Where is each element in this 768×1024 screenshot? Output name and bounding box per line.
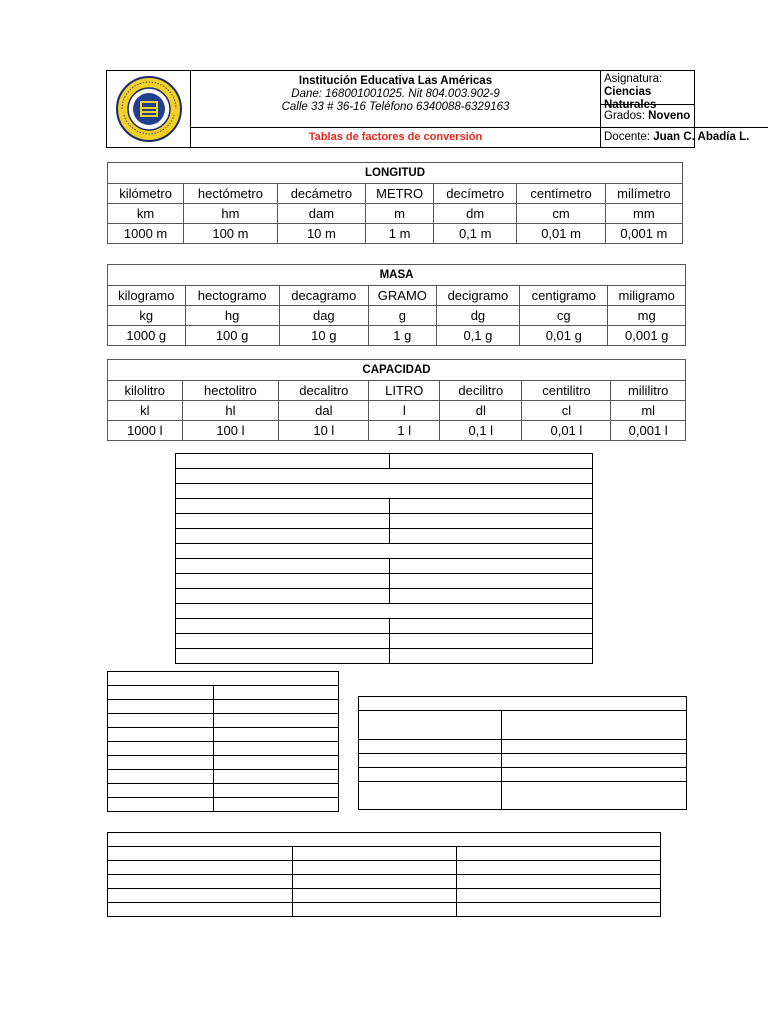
capacidad-table [107, 359, 686, 441]
unit-name: hectolitro [182, 381, 279, 401]
table-cell[interactable] [457, 847, 661, 861]
table-row [108, 421, 686, 441]
table-cell[interactable] [108, 784, 214, 798]
table-cell[interactable] [359, 711, 502, 740]
table-cell[interactable] [176, 589, 390, 604]
unit-name: GRAMO [368, 286, 436, 306]
unit-value: 0,1 m [434, 224, 517, 244]
table-row [359, 782, 687, 810]
table-row [108, 770, 339, 784]
unit-value: 10 m [277, 224, 365, 244]
table-cell[interactable] [390, 514, 593, 529]
table-row [108, 672, 339, 686]
table-cell[interactable] [176, 514, 390, 529]
unit-symbol: hg [185, 306, 279, 326]
table-cell[interactable] [214, 714, 339, 728]
table-cell[interactable] [390, 589, 593, 604]
table-cell[interactable] [176, 484, 593, 499]
table-cell[interactable] [293, 889, 457, 903]
table-row [176, 559, 593, 574]
unit-name: miligramo [608, 286, 686, 306]
asignatura-block [601, 71, 698, 111]
table-cell[interactable] [502, 782, 687, 810]
table-cell[interactable] [390, 574, 593, 589]
unit-name: LITRO [369, 381, 440, 401]
unit-name: milímetro [605, 184, 682, 204]
table-row [359, 768, 687, 782]
table-cell[interactable] [390, 454, 593, 469]
table-row [359, 697, 687, 711]
table-cell[interactable] [390, 499, 593, 514]
table-row [108, 875, 661, 889]
table-row [176, 544, 593, 559]
table-cell[interactable] [359, 697, 687, 711]
table-cell[interactable] [457, 861, 661, 875]
blank-table-3 [358, 696, 687, 810]
unit-value: 10 g [279, 326, 368, 346]
longitud-table [107, 162, 683, 244]
unit-symbol: dam [277, 204, 365, 224]
table-row [108, 798, 339, 812]
table-row [108, 728, 339, 742]
unit-name: decilitro [440, 381, 522, 401]
blank-table-2 [107, 671, 339, 812]
unit-name: decámetro [277, 184, 365, 204]
table-cell[interactable] [214, 728, 339, 742]
table-cell[interactable] [108, 686, 214, 700]
table-cell[interactable] [390, 559, 593, 574]
table-cell[interactable] [457, 889, 661, 903]
unit-name: hectogramo [185, 286, 279, 306]
unit-value: 0,001 m [605, 224, 682, 244]
unit-symbol: cg [520, 306, 608, 326]
table-row [108, 224, 683, 244]
table-row [176, 469, 593, 484]
table-cell[interactable] [176, 559, 390, 574]
table-cell[interactable] [108, 903, 293, 917]
table-row [108, 889, 661, 903]
table-row [176, 604, 593, 619]
table-cell[interactable] [502, 711, 687, 740]
institution-block [191, 71, 601, 127]
table-cell[interactable] [176, 544, 593, 559]
unit-symbol: kg [108, 306, 186, 326]
school-seal-icon [107, 71, 191, 147]
unit-symbol: mm [605, 204, 682, 224]
unit-symbol: l [369, 401, 440, 421]
unit-value: 0,1 l [440, 421, 522, 441]
table-cell[interactable] [108, 861, 293, 875]
unit-symbol: cm [517, 204, 605, 224]
unit-value: 0,01 g [520, 326, 608, 346]
table-cell[interactable] [108, 672, 339, 686]
blank-table-4 [107, 832, 661, 917]
table-row [359, 711, 687, 740]
table-cell[interactable] [176, 574, 390, 589]
table-cell[interactable] [293, 847, 457, 861]
table-cell[interactable] [359, 740, 502, 754]
unit-value: 1000 m [108, 224, 184, 244]
unit-value: 1 l [369, 421, 440, 441]
table-row [359, 740, 687, 754]
table-cell[interactable] [176, 634, 390, 649]
dane-line: Dane: 168001001025. Nit 804.003.902-9 [291, 88, 500, 100]
unit-value: 1000 l [108, 421, 183, 441]
table-row [108, 184, 683, 204]
document-header [106, 70, 750, 148]
table-cell[interactable] [390, 649, 593, 664]
asignatura-label: Asignatura: [604, 73, 663, 85]
table-row [359, 754, 687, 768]
table-cell[interactable] [108, 889, 293, 903]
table-row [108, 381, 686, 401]
unit-symbol: g [368, 306, 436, 326]
table-cell[interactable] [214, 770, 339, 784]
unit-value: 0,1 g [436, 326, 519, 346]
table-row [108, 756, 339, 770]
table-cell[interactable] [176, 454, 390, 469]
unit-value: 100 g [185, 326, 279, 346]
table-row [108, 401, 686, 421]
table-row [108, 286, 686, 306]
capacidad-title: CAPACIDAD [108, 360, 686, 381]
table-cell[interactable] [108, 798, 214, 812]
table-cell[interactable] [108, 714, 214, 728]
table-cell[interactable] [214, 798, 339, 812]
table-cell[interactable] [176, 604, 593, 619]
unit-name: METRO [366, 184, 434, 204]
table-cell[interactable] [108, 700, 214, 714]
table-cell[interactable] [108, 770, 214, 784]
unit-value: 100 m [184, 224, 278, 244]
table-cell[interactable] [176, 499, 390, 514]
table-cell[interactable] [108, 847, 293, 861]
table-cell[interactable] [457, 875, 661, 889]
document-subtitle: Tablas de factores de conversión [191, 127, 601, 147]
table-cell[interactable] [214, 784, 339, 798]
unit-symbol: dm [434, 204, 517, 224]
unit-symbol: cl [522, 401, 611, 421]
table-cell[interactable] [108, 833, 661, 847]
school-logo [107, 71, 191, 147]
table-cell[interactable] [108, 875, 293, 889]
unit-symbol: dal [279, 401, 369, 421]
table-cell[interactable] [293, 903, 457, 917]
table-row [108, 847, 661, 861]
unit-value: 1 m [366, 224, 434, 244]
table-cell[interactable] [502, 740, 687, 754]
table-row [176, 529, 593, 544]
institution-name: Institución Educativa Las Américas [298, 75, 493, 87]
table-row [108, 686, 339, 700]
table-row [176, 574, 593, 589]
unit-name: centilitro [522, 381, 611, 401]
blank-table-1 [175, 453, 593, 664]
unit-symbol: ml [611, 401, 686, 421]
unit-symbol: kl [108, 401, 183, 421]
address-line: Calle 33 # 36-16 Teléfono 6340088-6329163 [281, 101, 510, 113]
unit-name: decalitro [279, 381, 369, 401]
unit-symbol: hl [182, 401, 279, 421]
unit-name: decímetro [434, 184, 517, 204]
unit-symbol: dl [440, 401, 522, 421]
unit-value: 0,001 l [611, 421, 686, 441]
table-row [108, 326, 686, 346]
table-cell[interactable] [176, 469, 593, 484]
table-cell[interactable] [108, 742, 214, 756]
docente-value: Juan C. Abadía L. [653, 131, 750, 143]
unit-name: kilómetro [108, 184, 184, 204]
unit-value: 1000 g [108, 326, 186, 346]
unit-name: decigramo [436, 286, 519, 306]
unit-name: decagramo [279, 286, 368, 306]
unit-symbol: m [366, 204, 434, 224]
table-cell[interactable] [359, 754, 502, 768]
grados-value: Noveno [648, 110, 691, 122]
grados-block [601, 105, 768, 127]
table-row [108, 204, 683, 224]
unit-value: 0,01 m [517, 224, 605, 244]
table-cell[interactable] [214, 700, 339, 714]
table-cell[interactable] [108, 728, 214, 742]
unit-symbol: dg [436, 306, 519, 326]
table-row [108, 714, 339, 728]
unit-value: 1 g [368, 326, 436, 346]
table-cell[interactable] [390, 529, 593, 544]
table-row [108, 833, 661, 847]
unit-symbol: km [108, 204, 184, 224]
table-row [176, 454, 593, 469]
docente-label: Docente: [604, 131, 651, 143]
unit-name: centigramo [520, 286, 608, 306]
table-cell[interactable] [293, 861, 457, 875]
table-row [176, 499, 593, 514]
table-cell[interactable] [390, 634, 593, 649]
table-row [108, 784, 339, 798]
table-row [176, 619, 593, 634]
table-cell[interactable] [108, 756, 214, 770]
table-cell[interactable] [176, 649, 390, 664]
unit-name: kilolitro [108, 381, 183, 401]
table-cell[interactable] [359, 782, 502, 810]
table-cell[interactable] [390, 619, 593, 634]
unit-value: 100 l [182, 421, 279, 441]
table-row [108, 903, 661, 917]
table-row [176, 514, 593, 529]
table-cell[interactable] [359, 768, 502, 782]
table-cell[interactable] [176, 529, 390, 544]
unit-value: 0,001 g [608, 326, 686, 346]
table-row [176, 649, 593, 664]
table-cell[interactable] [214, 756, 339, 770]
unit-name: centímetro [517, 184, 605, 204]
table-cell[interactable] [214, 742, 339, 756]
unit-symbol: dag [279, 306, 368, 326]
table-row [108, 700, 339, 714]
unit-name: mililitro [611, 381, 686, 401]
table-cell[interactable] [502, 754, 687, 768]
asignatura-value: Ciencias Naturales [604, 86, 657, 111]
table-cell[interactable] [176, 619, 390, 634]
table-cell[interactable] [214, 686, 339, 700]
masa-table [107, 264, 686, 346]
masa-title: MASA [108, 265, 686, 286]
table-row [108, 861, 661, 875]
table-row [176, 634, 593, 649]
unit-symbol: mg [608, 306, 686, 326]
unit-value: 0,01 l [522, 421, 611, 441]
table-cell[interactable] [457, 903, 661, 917]
unit-name: hectómetro [184, 184, 278, 204]
table-cell[interactable] [502, 768, 687, 782]
table-cell[interactable] [293, 875, 457, 889]
unit-symbol: hm [184, 204, 278, 224]
grados-label: Grados: [604, 110, 645, 122]
unit-name: kilogramo [108, 286, 186, 306]
docente-block [601, 127, 768, 148]
table-row [108, 306, 686, 326]
table-row [176, 589, 593, 604]
table-row [108, 742, 339, 756]
longitud-title: LONGITUD [108, 163, 683, 184]
table-row [176, 484, 593, 499]
unit-value: 10 l [279, 421, 369, 441]
